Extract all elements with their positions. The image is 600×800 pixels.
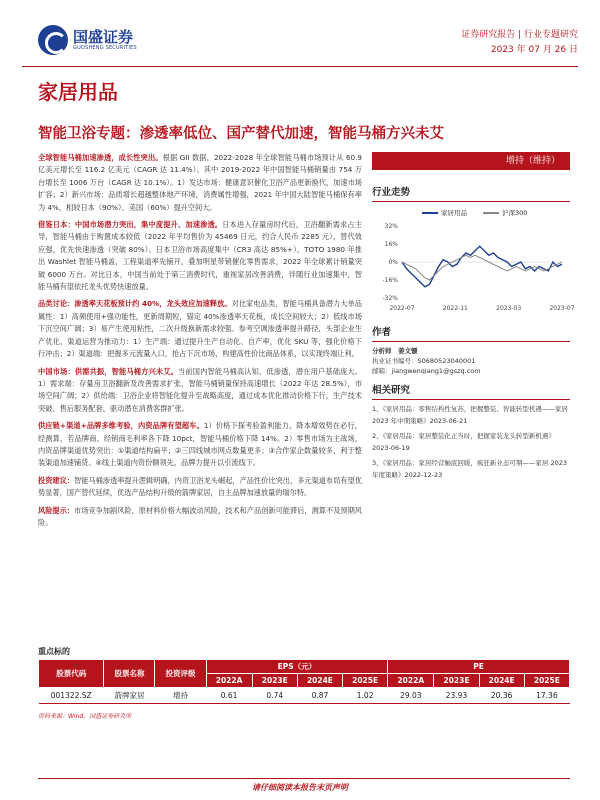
col-year: 2023E	[434, 674, 479, 688]
report-title: 智能卫浴专题：渗透率低位、国产替代加速，智能马桶方兴未艾	[38, 126, 444, 142]
logo-icon	[38, 25, 68, 55]
table-row	[39, 688, 570, 704]
legend-swatch	[483, 212, 499, 214]
col-year: 2022A	[206, 674, 252, 688]
legend-item	[422, 208, 467, 217]
col-code: 股票代码	[39, 660, 104, 688]
main-body	[38, 152, 362, 534]
legend-swatch	[422, 212, 438, 214]
stocks-table	[38, 659, 570, 704]
paragraph-lead: 投资建议：	[38, 475, 74, 485]
y-tick-label: -32%	[382, 295, 398, 302]
col-year: 2025E	[343, 674, 388, 688]
paragraph-lead: 品类讨论：渗透率天花板预计约 40%，龙头效应加速释放。	[38, 299, 232, 309]
cell-value: 0.61	[206, 688, 252, 704]
related-list	[372, 404, 570, 481]
chart-legend	[422, 208, 527, 217]
paragraph-lead: 供应链+渠道+品牌多维考验，内资品牌有望超车。	[38, 421, 204, 431]
analyst-name: 分析师 姜文镖	[372, 347, 418, 355]
trend-title: 行业走势	[372, 184, 570, 202]
paragraph-text: 对比家电品类，智能马桶具备潜力大单品属性：1）高频使用+强功能性，更新周期短，锚定 40%渗透率天花板，成长空间较大；2）低线市场下沉空间广阔；3）易产生使用粘性，二次升级换新需求较强。参考空调渗透率提升路径，头部企业生产优化、渠道运营为推动力：1）生产端：通过提升生产自动化、自产率，优化 SKU 等，强化价格下行冲击；2）渠道端：把握多元流量入口，抢占下沉市场，构建高性价比商品体系，以实现终端让利。	[38, 299, 362, 359]
paragraph-text: 根据 GII 数据，2022-2028 年全球智能马桶市场预计从 60.9 亿美元增长至 116.2 亿美元（CAGR 达 11.4%）。其中 2019-2022 年中国智能马桶销量由 754 万台增长至 1006 万台（CAGR 达 10.1%）。1）发达市场：健康意识催化卫浴产品更新换代，加速市场扩容；2）新兴市场：品质增长超越整体地产环境，消费属性增强，2021 年中国大陆智能马桶保有率为 4%，相较日本（90%）、美国（60%）提升空间大。	[38, 153, 362, 212]
footer-notice: 请仔细阅读本报告末页声明	[252, 783, 348, 792]
legend-item	[483, 208, 527, 217]
series-line-home-goods	[402, 246, 562, 286]
cell-value: 1.02	[343, 688, 388, 704]
cell-rating: 增持	[155, 688, 206, 704]
col-name: 股票名称	[104, 660, 155, 688]
cell-value: 17.36	[524, 688, 569, 704]
paragraph-text: 智能马桶渗透率提升逻辑明确，内资卫浴龙头崛起，产品性价比突出，多元渠道布局有望优势显著，国产替代延续，优选产品结构升级的箭牌家居，自主品牌加速放量的瑞尔特。	[38, 475, 362, 498]
paragraph-text: 日本进入存量房时代后，卫浴翻新需求占主导，智能马桶由于购置成本较低（2022 年平均售价为 45469 日元，约合人民币 2285 元），替代效应强，优先快速渗透（突破 80%）。日本卫浴市场高度集中（CR3 高达 85%+），TOTO 1980 年推出 Washlet 智能马桶盖，工程渠道率先铺开，叠加明星带销催化零售需求，2022 年全球累计销量突破 6000 万台。对比日本，中国当前处于第三消费时代，重视家居改善消费，伴随行业加速集中，智能马桶有望依托龙头优势快速放量。	[38, 220, 362, 292]
paragraph-lead: 借鉴日本：中国市场潜力突出，集中度提升、加速渗透。	[38, 220, 223, 230]
x-tick-label: 2023-03	[496, 305, 522, 312]
authors-title: 作者	[372, 324, 570, 342]
industry-title: 家居用品	[38, 80, 118, 104]
cell-value: 29.03	[388, 688, 434, 704]
paragraph-lead: 全球智能马桶加速渗透，成长性突出。	[38, 153, 163, 162]
author-info	[372, 346, 570, 376]
logo-text-cn: 国盛证券	[73, 28, 134, 46]
legend-label: 沪深300	[502, 209, 528, 217]
col-year: 2024E	[479, 674, 524, 688]
paragraph-text: 1）价格下探考验盈利能力，降本增效势在必行，经测算，若品牌商、经销商毛利率各下降 10pct，智能马桶价格下降 14%。2）零售市场为主战场，内资品牌渠道优势突出：①渠道结构扁平；②三四线城市网点数量更多；③合作家企数量较多，利于整装渠道加速铺货。④线上渠道内资份额领先，品牌力提升以引流线下。	[38, 421, 362, 468]
paragraph-text: 当前国内智能马桶高认知、低渗透，潜在用户基础庞大。1）需求端：存量房卫浴翻新及改善需求扩张，智能马桶销量保持高速增长（2022 年达 28.5%），市场空间广阔；2）供给端：卫浴企业将智能化提升至战略高度，通过成本优化推动价格下行，生产技术突破、售后服务配套，驱动潜在消费客群扩张。	[38, 366, 362, 413]
legend-label: 家居用品	[441, 209, 467, 217]
paragraph	[38, 219, 362, 293]
col-year: 2024E	[297, 674, 342, 688]
rating-badge: 增持（维持）	[372, 152, 570, 170]
cell-name: 箭牌家居	[104, 688, 155, 704]
company-logo	[38, 22, 158, 58]
trend-chart	[372, 208, 575, 318]
related-item[interactable]: 3、《家居用品：家居经营触底回暖，疯狂新业态可期——家居 2023 年度策略》2022-12-23	[372, 459, 567, 479]
paragraph	[38, 298, 362, 360]
related-title: 相关研究	[372, 382, 570, 400]
x-tick-label: 2022-11	[442, 305, 468, 312]
report-date: 2023 年 07 月 26 日	[490, 45, 578, 55]
table-source: 资料来源：Wind，国盛证券研究所	[38, 713, 132, 720]
y-tick-label: 16%	[384, 241, 398, 248]
col-pe: PE	[388, 660, 570, 674]
paragraph	[38, 366, 362, 416]
paragraph	[38, 505, 362, 530]
cell-value: 20.36	[479, 688, 524, 704]
paragraph-lead: 中国市场：供需共振，智能马桶方兴未艾。	[38, 366, 178, 376]
related-item[interactable]: 2、《家居用品：家居整装化正当时，把握家装龙头转型新机遇》2023-06-19	[372, 432, 555, 452]
sidebar	[372, 152, 575, 485]
header-meta	[461, 28, 578, 58]
report-type: 证券研究报告 | 行业专题研究	[461, 30, 578, 40]
cell-code: 001322.SZ	[39, 688, 104, 704]
paragraph	[38, 475, 362, 500]
paragraph	[38, 420, 362, 470]
analyst-email[interactable]: 邮箱：jiangwenqiang1@gszq.com	[372, 367, 481, 375]
paragraph-lead: 风险提示：	[38, 505, 74, 515]
cell-value: 23.93	[434, 688, 479, 704]
y-tick-label: 32%	[384, 223, 398, 230]
header-divider	[22, 66, 578, 67]
y-tick-label: -16%	[382, 277, 398, 284]
col-rating: 投资评级	[155, 660, 206, 688]
x-tick-label: 2022-07	[389, 305, 415, 312]
footer-divider	[38, 778, 570, 779]
y-tick-label: 0%	[388, 259, 398, 266]
paragraph-text: 市场竞争加剧风险，原材料价格大幅波动风险，技术和产品创新可能滞后，测算不及预期风险。	[38, 505, 362, 527]
col-year: 2025E	[524, 674, 569, 688]
col-year: 2022A	[388, 674, 434, 688]
paragraph	[38, 152, 362, 214]
cell-value: 0.87	[297, 688, 342, 704]
cert-number: 执业证书编号：S0680523040001	[372, 357, 476, 365]
col-year: 2023E	[252, 674, 297, 688]
related-item[interactable]: 1、《家居用品：零售结构性复苏，把握整装、智能转型机遇——家居 2023 年中期策略》2023-06-21	[372, 405, 568, 425]
trend-chart-svg	[372, 208, 575, 318]
cell-value: 0.74	[252, 688, 297, 704]
logo-text-en: GUOSHENG SECURITIES	[73, 45, 137, 51]
stocks-title: 重点标的	[38, 647, 70, 656]
x-tick-label: 2023-07	[549, 305, 575, 312]
col-eps: EPS（元）	[206, 660, 388, 674]
